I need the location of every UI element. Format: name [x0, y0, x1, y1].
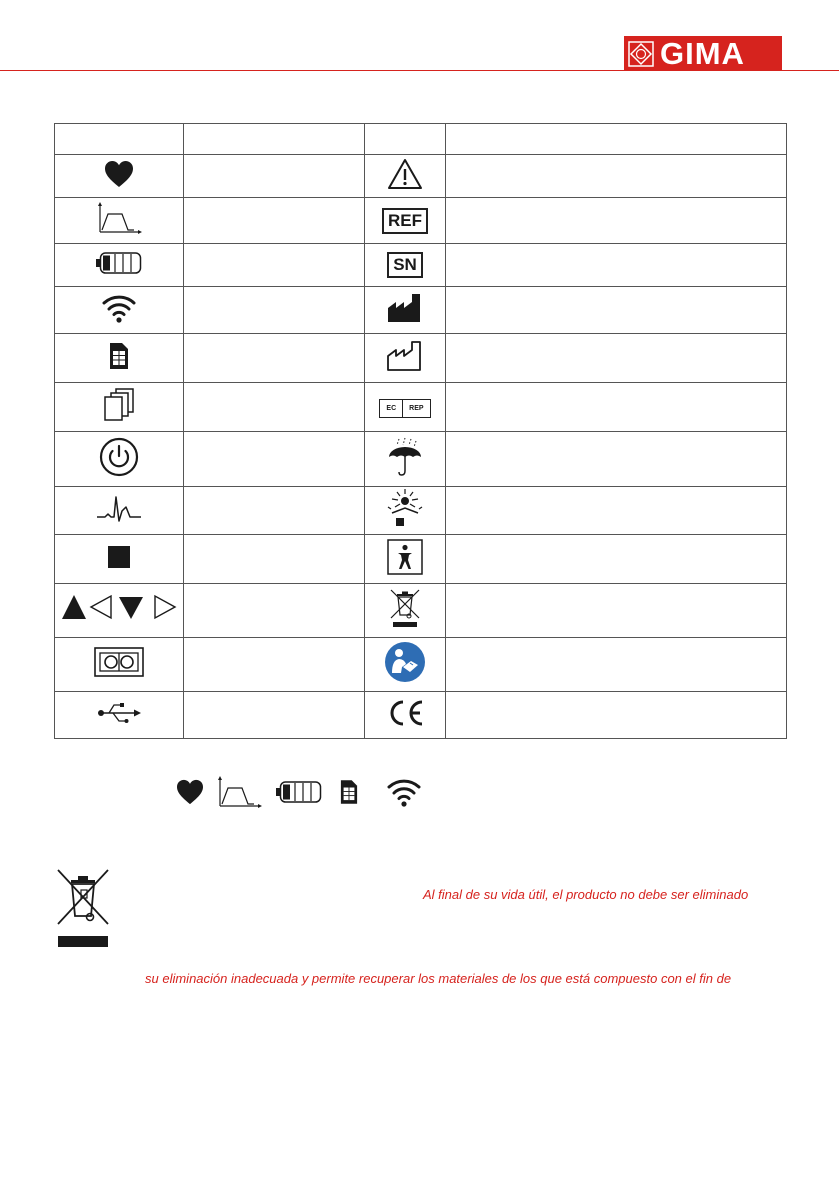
status-icons-row: [176, 776, 422, 808]
down-arrow-icon: [119, 597, 143, 619]
power-icon: [99, 437, 139, 477]
up-arrow-icon: [62, 595, 86, 619]
description-cell: [184, 432, 365, 487]
warning-triangle-icon: [387, 158, 423, 190]
header-cell: [184, 124, 365, 155]
description-cell: [184, 155, 365, 198]
header-cell: [365, 124, 446, 155]
description-cell: [184, 638, 365, 692]
serial-number-icon: SN: [387, 252, 423, 278]
brand-name: GIMA: [660, 36, 745, 71]
description-cell: [446, 487, 787, 535]
symbol-cell: [365, 155, 446, 198]
description-cell: [184, 535, 365, 584]
table-row: [55, 244, 787, 287]
description-cell: [446, 432, 787, 487]
description-cell: [184, 198, 365, 244]
pressure-curve-icon: [96, 202, 142, 234]
symbols-table: [54, 123, 787, 739]
description-cell: [446, 155, 787, 198]
description-cell: [446, 692, 787, 739]
header-cell: [446, 124, 787, 155]
symbol-cell: [55, 535, 184, 584]
table-row: [55, 383, 787, 432]
brand-logo: [624, 36, 782, 71]
description-cell: [446, 287, 787, 334]
wireless-icon: [386, 777, 422, 807]
symbol-cell: [55, 244, 184, 287]
heart-icon: [104, 160, 134, 188]
ecg-wave-icon: [95, 493, 143, 523]
ec-rep-label-ec: EC: [386, 404, 397, 412]
heart-icon: [176, 779, 204, 805]
symbol-cell: [365, 432, 446, 487]
battery-icon: [276, 781, 322, 803]
description-cell: [184, 244, 365, 287]
battery-icon: [96, 252, 142, 274]
description-cell: [184, 287, 365, 334]
symbol-cell: [55, 198, 184, 244]
table-row: [55, 155, 787, 198]
symbol-cell: [365, 638, 446, 692]
table-row: [55, 432, 787, 487]
disposal-text-line2: su eliminación inadecuada y permite recuperar los materiales de los que está compuesto con el fin de: [145, 971, 732, 986]
read-manual-icon: [384, 641, 426, 683]
symbol-cell: [365, 535, 446, 584]
manufacturer-icon: [386, 292, 424, 324]
symbol-cell: [365, 334, 446, 383]
keep-dry-umbrella-icon: [386, 437, 424, 477]
symbol-cell: [55, 584, 184, 638]
symbol-cell: [55, 287, 184, 334]
description-cell: [446, 535, 787, 584]
description-cell: [446, 584, 787, 638]
wireless-icon: [101, 293, 137, 323]
usb-icon: [97, 702, 141, 724]
symbol-cell: [55, 487, 184, 535]
symbol-cell: [365, 198, 446, 244]
symbol-cell: [55, 383, 184, 432]
symbol-cell: [365, 383, 446, 432]
description-cell: [446, 383, 787, 432]
table-header-row: [55, 124, 787, 155]
keep-away-sunlight-icon: [383, 488, 427, 528]
sim-card-icon: [109, 342, 129, 370]
table-row: [55, 287, 787, 334]
arrow-keys-icon: [61, 593, 177, 623]
description-cell: [446, 334, 787, 383]
ec-rep-label-rep: REP: [402, 400, 429, 417]
symbol-cell: [365, 692, 446, 739]
ce-mark-icon: [385, 698, 425, 728]
gima-emblem-icon: [628, 41, 654, 67]
left-arrow-icon: [91, 596, 111, 618]
symbol-cell: [55, 638, 184, 692]
description-cell: [446, 638, 787, 692]
weee-bin-icon: [388, 587, 422, 629]
sim-card-icon: [340, 779, 358, 805]
weee-bin-icon: [54, 866, 112, 950]
ref-label-icon: REF: [382, 208, 428, 234]
table-row: [55, 638, 787, 692]
table-row: [55, 198, 787, 244]
symbol-cell: [55, 692, 184, 739]
table-row: [55, 535, 787, 584]
table-row: [55, 692, 787, 739]
symbol-cell: [365, 487, 446, 535]
description-cell: [446, 198, 787, 244]
stop-square-icon: [108, 546, 130, 568]
symbol-cell: [365, 287, 446, 334]
description-cell: [184, 383, 365, 432]
header-cell: [55, 124, 184, 155]
description-cell: [184, 584, 365, 638]
pages-icon: [103, 388, 135, 422]
symbol-cell: [365, 584, 446, 638]
description-cell: [184, 692, 365, 739]
table-row: [55, 487, 787, 535]
disposal-text-line1: Al final de su vida útil, el producto no debe ser eliminado: [423, 887, 749, 902]
table-row: [55, 584, 787, 638]
description-cell: [446, 244, 787, 287]
tape-cassette-icon: [94, 647, 144, 677]
ec-rep-icon: [379, 399, 430, 418]
right-arrow-icon: [155, 596, 175, 618]
symbol-cell: [55, 432, 184, 487]
description-cell: [184, 334, 365, 383]
symbol-cell: [365, 244, 446, 287]
date-of-manufacture-icon: [386, 340, 424, 372]
description-cell: [184, 487, 365, 535]
pressure-curve-icon: [216, 776, 262, 808]
symbol-cell: [55, 334, 184, 383]
type-bf-applied-part-icon: [387, 539, 423, 575]
symbol-cell: [55, 155, 184, 198]
table-row: [55, 334, 787, 383]
